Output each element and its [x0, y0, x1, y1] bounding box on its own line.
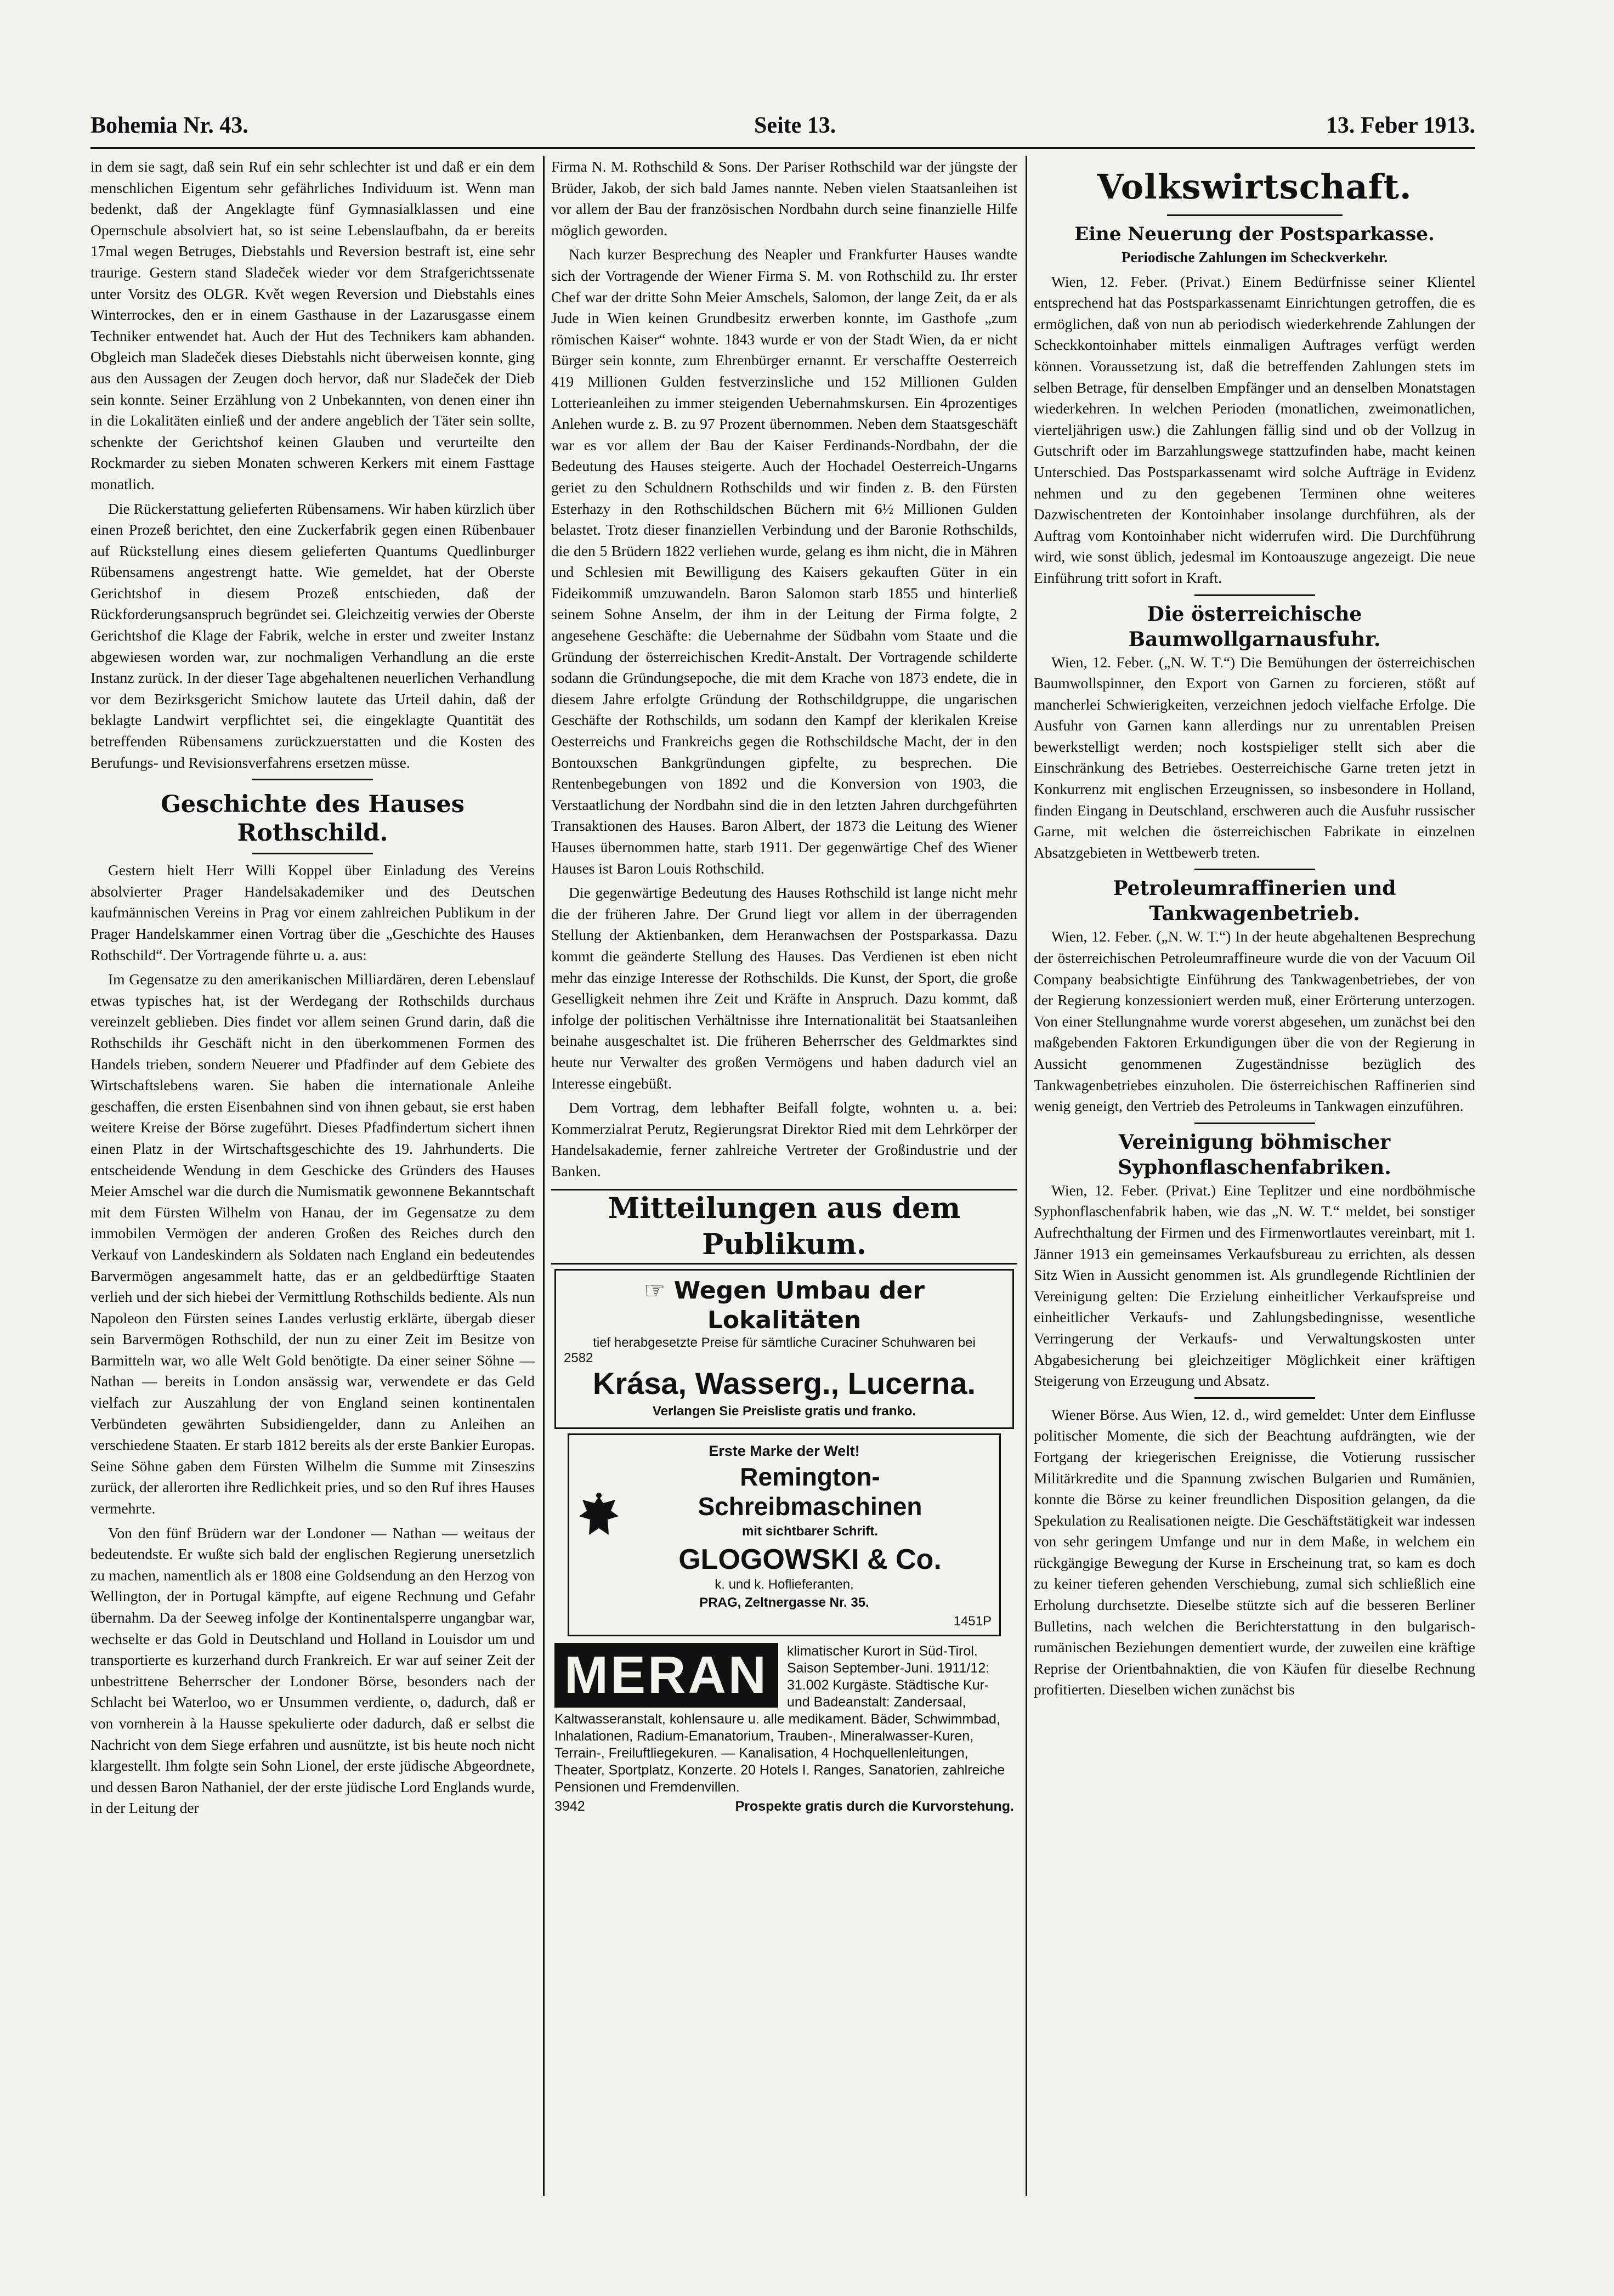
syphon-title: Vereinigung böhmischer Syphonflaschenfabriken. [1118, 1130, 1391, 1179]
header-date: 13. Feber 1913. [1326, 113, 1475, 138]
petroleum-title: Petroleumraffinerien und Tankwagenbetrieb. [1113, 877, 1396, 926]
separator [1194, 1397, 1315, 1399]
rothschild-para-2: Von den fünf Brüdern war der Londoner — Nathan — weitaus der bedeutendste. Er wußte sich bald der englischen Regierung unersetzlich zu machen, namentlich als er 1808 eine Goldsendung an den Herzog von Wellington, der in Portugal kämpfte, auf eigene Rechnung und Gefahr übernahm. Da der Seeweg infolge der Kontinentalsperre ungangbar war, wechselte er das Gold in Deutschland und Holland in Louisdor um und transportierte es kurzerhand durch Frankreich. Er war auf seiner Zeit der unbestrittene Beherrscher der Londoner Börse, besonders nach der Schlacht bei Waterloo, wo er Unsummen verdiente, o, dadurch, daß er von vornherein à la Hausse spekulierte oder dadurch, daß er selbst die Nachricht von dem Siege erfahren und ausnützte, ist bis heute noch nicht klargestellt. Ihm folgte sein Sohn Lionel, der erste jüdische Abgeordnete, und dessen Baron Nathaniel, der der erste jüdische Lord Englands wurde, in der Leitung der [90, 1524, 535, 1817]
baumwolle-title: Die österreichische Baumwollgarnausfuhr. [1128, 602, 1381, 651]
header-publication: Bohemia Nr. 43. [90, 113, 248, 138]
column-rule-2 [1026, 156, 1027, 2196]
ad-krasa-name: Krása, Wasserg., Lucerna. [592, 1365, 976, 1401]
ad-remington-brand: Remington-Schreibmaschinen [698, 1462, 922, 1521]
rothschild-para-5: Die gegenwärtige Bedeutung des Hauses Rothschild ist lange nicht mehr die der früheren Jahre. Der Grund liegt vor allem in der überragenden Stellung der Aktienbanken, dem Heranwachsen der Postsparkassa. Dazu kommt die geänderte Stellung des Hauses. Das Verdienen ist eben nicht mehr das einzige Interesse der Rothschilds. Die Kunst, der Sport, die große Geselligkeit nehmen ihre Zeit und Kräfte in Anspruch. Dazu kommt, daß infolge der politischen Verhältnisse ihre Internationalität bei Staatsanleihen beinahe ausgeschaltet ist. Die früheren Beherrscher des Geldmarktes sind heute nur Verwalter des großen Vermögens und haben dadurch viel an Interesse eingebüßt. [551, 884, 1017, 1092]
rothschild-para-4: Nach kurzer Besprechung des Neapler und Frankfurter Hauses wandte sich der Vortragende der Wiener Firma S. M. von Rothschild zu. Ihr erster Chef war der dritte Sohn Meier Amschels, Salomon, der lange Zeit, da er als Jude in Wien keinen Grundbesitz erwerben konnte, im Gasthofe „zum römischen Kaiser“ wohnte. 1843 wurde er von der Stadt Wien, da er nicht Bürger sein konnte, zum Ehrenbürger ernannt. Er verschaffte Oesterreich 419 Millionen Gulden festverzinsliche und 152 Millionen Gulden Lotterieanleihen zu immer steigenden Uebernahmskursen. Ein 4prozentiges Anlehen wurde z. B. zu 97 Prozent übernommen. Neben dem Staatsgeschäft war es vor allem der Bau der Kaiser Ferdinands-Nordbahn, der die Bedeutung des Hauses steigerte. Auch der Hochadel Oesterreich-Ungarns geriet zu den Schuldnern Rothschilds und wir finden z. B. den Fürsten Esterhazy in den Rothschildschen Büchern mit 6½ Millionen Gulden belastet. Trotz dieser finanziellen Verbindung und der Baronie Rothschilds, die den 5 Brüdern 1822 verliehen wurde, gelang es ihm nicht, die in Mähren und Schlesien mit Bewilligung des Kaisers gekauften Güter in ein Fideikommiß umzuwandeln. Baron Salomon starb 1855 und hinterließ seinem Sohne Anselm, der ihm in der Leitung der Firma folgte, 2 angesehene Geschäfte: die Uebernahme der Südbahn vom Staate und die Gründung der österreichischen Kredit-Anstalt. Der Vortragende schilderte sodann die Gründungsepoche, die mit dem Krache von 1873 endete, die in diesem Jahre erfolgte Gründung der Rothschildgruppe, die ungarischen Geschäfte der Rothschilds, um sodann den Kampf der klerikalen Kreise Oesterreichs und Frankreichs gegen die Rothschildsche Macht, der in den Bontouxschen Bankgründungen gipfelte, zu besprechen. Die Rentenbegebungen von 1892 und die Konversion von 1903, die Verstaatlichung der Nordbahn sind die in den letzten Jahren durchgeführten Transaktionen des Hauses. Baron Albert, der 1873 die Leitung des Wiener Hauses übernommen hatte, starb 1911. Der gegenwärtige Chef des Wiener Hauses ist Baron Louis Rothschild. [551, 246, 1017, 877]
column-rule-1 [543, 156, 545, 2196]
article-ruebensamen: Die Rückerstattung gelieferten Rübensamens. Wir haben kürzlich über einen Prozeß berichtet, den eine Zuckerfabrik gegen einen Rübenbauer auf Rückstellung eines diesem gelieferten Quantums Quedlinburger Rübensamens angestrengt hatte. Wie gemeldet, hat der Oberste Gerichtshof in diesem Prozeß entschieden, daß der Rückforderungsanspruch begründet sei. Gleichzeitig verwies der Oberste Gerichtshof die Klage der Fabrik, welche in erster und zweiter Instanz abgewiesen worden war, zur nochmaligen Verhandlung an die erste Instanz zurück. In der dieser Tage abgehaltenen neuerlichen Verhandlung vor dem Bezirksgericht Smichow lautete das Urteil dahin, daß der beklagte Landwirt verpflichtet sei, die eingeklagte Quantität des betreffenden Rübensamens zurückzuerstatten und die Kosten des Berufungs- und Revisionsverfahrens ersetzen müsse. [90, 500, 535, 771]
ad-krasa-foot: Verlangen Sie Preisliste gratis und franko. [652, 1403, 916, 1419]
rothschild-para-1: Im Gegensatze zu den amerikanischen Milliardären, deren Lebenslauf etwas typisches hat, ist der Werdegang der Rothschilds durchaus vereinzelt geblieben. Dies findet vor allem seinen Grund darin, daß die Rothschilds ihr Geschäft nicht in den überkommenen Formen des Handels trieben, sondern Neuerer und Pfadfinder auf dem Gebiete des Wirtschaftslebens waren. Sie haben die internationale Anleihe geschaffen, die ersten Eisenbahnen sind von ihnen gebaut, sie erst haben weitere Kreise der Börse zugeführt. Dieses Pfadfindertum sichert ihnen einen Platz in der Wirtschaftsgeschichte des 19. Jahrhunderts. Die entscheidende Wendung in dem Geschicke des Gründers des Hauses Meier Amschel war die durch die Numismatik gewonnene Bekanntschaft mit dem Fürsten Wilhelm von Hanau, der im Gegensatze zu dem immobilen Vermögen der anderen Großen des Reiches durch den Verkauf von Landeskindern als Soldaten nach England ein bedeutendes Barvermögen angesammelt hatte, das er an geldbedürftige Staaten verlieh und der sich hiebei der Vermittlung Rothschilds bediente. Als nun Napoleon den Fürsten seines Landes verlustig erklärte, übergab dieser sein Barvermögen Rothschild, der nun zu einer Zeit im Besitze von Barmitteln war, wo alle Welt Gold benötigte. Da einer seiner Söhne — Nathan — bereits in London ansässig war, verwendete er das Geld vielfach zur Auszahlung der von England seinen kontinentalen Verbündeten gewährten Subsidiengelder, dann zu Anleihen an verschiedene Staaten. Er starb 1812 bereits als der erste Bankier Europas. Seine Söhne gaben dem Fürsten Wilhelm die Summe mit Zinseszins zurück, der allerorten ihre Redlichkeit pries, und so den Ruf ihres Hauses vermehrte. [90, 971, 535, 1517]
rothschild-para-3: Firma N. M. Rothschild & Sons. Der Pariser Rothschild war der jüngste der Brüder, Jakob, der sich bald James nannte. Neben vielen Staatsanleihen ist vor allem der Bau der französischen Nordbahn durch seine finanzielle Hilfe möglich geworden. [551, 158, 1017, 239]
separator [1167, 214, 1343, 216]
baumwolle-text: Wien, 12. Feber. („N. W. T.“) Die Bemühungen der österreichischen Baumwollspinner, den Export von Garnen zu forcieren, stößt auf mancherlei Schwierigkeiten, verzeichnen jedoch vielfache Erfolge. Die Ausfuhr von Garnen kann allerdings nur zu unrentablen Preisen bewerkstelligt werden; noch kostspieliger stellt sich aber die Einschränkung des Betriebes. Oesterreichische Garne treten jetzt in Konkurrenz mit englischen Erzeugnissen, so insbesondere in Holland, finden Eingang in Deutschland, erschweren auch die Ausfuhr russischer Garne, mit welchen die österreichischen Fabrikate in einzelnen Absatzgebieten in Wettbewerb treten. [1034, 653, 1475, 861]
meran-title: MERAN [554, 1643, 778, 1708]
meran-foot: Prospekte gratis durch die Kurvorstehung. [735, 1798, 1014, 1814]
separator [1194, 1123, 1315, 1124]
rothschild-intro: Gestern hielt Herr Willi Koppel über Einladung des Vereins absolvierter Prager Handelsakademiker und des Deutschen kaufmännischen Vereins in Prag vor einem zahlreichen Publikum in der Prager Handelskammer einen Vortrag über die „Geschichte des Hauses Rothschild“. Der Vortragende führte u. a. aus: [90, 861, 535, 963]
meran-description: klimatischer Kurort in Süd-Tirol. Saison September-Juni. 1911/12: 31.002 Kurgäste. Städtische Kur- und Badeanstalt: Zandersaal, Kaltwasseranstalt, kohlensaure u. alle medikament. Bäder, Schwimmbad, Inhalationen, Radium-Emanatorium, Trauben-, Mineralwasser-Kuren, Terrain-, Freiluftliegekuren. — Kanalisation, 4 Hochquellenleitungen, Theater, Sportplatz, Konzerte. 20 Hotels I. Ranges, Sanatorien, zahlreiche Pensionen und Fremdenvillen. [554, 1643, 1005, 1795]
column-2 [551, 156, 1017, 2196]
boerse-text: Wiener Börse. Aus Wien, 12. d., wird gemeldet: Unter dem Einflusse politischer Momente, die sich der Beachtung aufdrängten, wie der Fortgang der kriegerischen Ereignisse, die Votierung russischer Militärkredite und die Spannung zwischen Bulgarien und Rumänien, konnte die Börse zu keiner freundlichen Disposition gelangen, da die Spekulation zu Realisationen neigte. Die Geschäftstätigkeit war indessen von sehr geringem Umfange und nur in dem Maße, in welchem ein rückgängige Bewegung der Kurse in Erscheinung trat, so kam es doch zu keiner tieferen gehenden Verschiebung, zumal sich schließlich eine Erholung durchsetzte. Dieselbe stützte sich auf die besseren Berliner Bulletins, nach welchen die Berichterstattung in den bulgarisch-rumänischen Beziehungen dementiert wurde, der zuweilen eine kräftige Reprise der Orientbahnaktien, die von Käufen für dieselbe Rechnung profitierten. Dieselben wichen zunächst bis [1034, 1405, 1475, 1698]
rothschild-para-6: Dem Vortrag, dem lebhafter Beifall folgte, wohnten u. a. bei: Kommerzialrat Perutz, Regierungsrat Direktor Ried mit dem Lehrkörper der Handelsakademie, ferner zahlreiche Vertreter der Großindustrie und der Banken. [551, 1099, 1017, 1180]
ad-krasa [554, 1269, 1014, 1430]
meran-number: 3942 [554, 1798, 585, 1814]
ad-remington-hof: k. und k. Hoflieferanten, [715, 1577, 854, 1592]
syphon-text: Wien, 12. Feber. (Privat.) Eine Teplitzer und eine nordböhmische Syphonflaschenfabrik haben, wie das „N. W. T.“ meldet, bei sonstiger Aufrechthaltung der Firmen und des Firmenwortlautes vereinbart, mit 1. Jänner 1913 ein gemeinsames Verkaufsbureau zu errichten, als dessen Sitz Wien in Aussicht genommen ist. Als grundlegende Richtlinien der Vereinigung gelten: Die Erzielung einheitlicher Verkaufspreise und einheitlicher Verkaufs- und Zahlungsbedingnisse, wesentliche Verringerung der Verkaufs- und Verwaltungskosten unter Abgabesicherung bei gleichzeitiger Möglichkeit einer kräftigen Steigerung von Erzeugung und Absatz. [1034, 1181, 1475, 1390]
petroleum-text: Wien, 12. Feber. („N. W. T.“) In der heute abgehaltenen Besprechung der österreichischen Petroleumraffineure wurde die von der Vacuum Oil Company beabsichtigte Einführung des Tankwagenbetriebes, der von der Regierung konzessioniert werden muß, einer Erörterung unterzogen. Von einer Stellungnahme wurde vorerst abgesehen, um zunächst bei den maßgebenden Faktoren Erkundigungen über die von der Regierung in Aussicht genommenen Zugeständnisse bezüglich des Tankwagenbetriebes einzuholen. Die österreichischen Raffinerien sind wenig geneigt, den Vertrieb des Petroleums in Tankwagen einzuführen. [1034, 928, 1475, 1115]
separator [1194, 594, 1315, 596]
postsparkasse-subtitle: Periodische Zahlungen im Scheckverkehr. [1121, 249, 1388, 265]
separator [252, 853, 373, 854]
header-page-number: Seite 13. [754, 113, 836, 138]
rothschild-heading: Geschichte des Hauses Rothschild. [161, 791, 465, 847]
volkswirtschaft-heading: Volkswirtschaft. [1097, 167, 1412, 207]
ad-meran [554, 1641, 1014, 1817]
ad-remington-number: 1451P [953, 1613, 992, 1629]
ad-krasa-number: 2582 [564, 1350, 593, 1365]
pointing-hand-icon: ☞ [644, 1276, 674, 1305]
ad-remington-top: Erste Marke der Welt! [709, 1443, 860, 1460]
column-1 [90, 156, 535, 2196]
column-3 [1034, 156, 1475, 2196]
separator [252, 779, 373, 780]
ad-remington-firm: GLOGOWSKI & Co. [678, 1544, 942, 1576]
page-header [90, 112, 1475, 145]
separator [1194, 869, 1315, 870]
ad-remington-address: PRAG, Zeltnergasse Nr. 35. [699, 1595, 869, 1611]
postsparkasse-text: Wien, 12. Feber. (Privat.) Einem Bedürfnisse seiner Klientel entsprechend hat das Postsparkassenamt Einrichtungen getroffen, die es ermöglichen, daß von nun ab periodisch wiederkehrende Zahlungen der Scheckkontoinhaber mittels einmaligen Auftrages verfügt werden können. Voraussetzung ist, daß die betreffenden Zahlungen stets im selben Betrage, für denselben Empfänger und an denselben Monatstagen wiederkehren. In welchen Perioden (monatlichen, zweimonatlichen, vierteljährigen usw.) die Zahlungen fällig sind und ob der Vollzug in Gutschrift oder im Barzahlungswege stattzufinden habe, macht keinen Unterschied. Das Postsparkassenamt wird solche Aufträge in Evidenz nehmen und zu den gegebenen Terminen ohne weiteres Dazwischentreten der Kontoinhaber insolange durchführen, als der Auftrag vom Kontoinhaber nicht widerrufen wird. Die Durchführung wird, wie sonst üblich, jedesmal im Kontoauszuge angezeigt. Die neue Einführung tritt sofort in Kraft. [1034, 273, 1475, 586]
ad-krasa-sub: tief herabgesetzte Preise für sämtliche Curaciner Schuhwaren bei [593, 1335, 976, 1350]
ad-remington-sub: mit sichtbarer Schrift. [741, 1523, 879, 1539]
header-rule [90, 147, 1475, 149]
article-sladecek: in dem sie sagt, daß sein Ruf ein sehr schlechter ist und daß er ein dem menschlichen Eigentum sehr gefährliches Individuum ist. Wenn man bedenkt, daß der Angeklagte fünf Gymnasialklassen und eine Opernschule absolviert hat, so ist seine Lebenslaufbahn, da er bereits 17mal wegen Betruges, Diebstahls und Reversion bestraft ist, eine sehr traurige. Gestern stand Sladeček wieder vor dem Strafgerichtssenate unter Vorsitz des OLGR. Květ wegen Reversion und Diebstahls eines Winterrockes, den er in einem Gasthause in der Lazarusgasse einem Techniker entwendet hat. Auch der Hut des Technikers kam abhanden. Obgleich man Sladeček dieses Diebstahls nicht überweisen konnte, ging aus den Aussagen der Zeugen doch hervor, daß nur Sladeček der Dieb sein konnte. Seiner Erzählung von 2 Unbekannten, von denen einer ihn in die Lokalitäten einließ und der andere angeblich der Täter sein sollte, schenkte der Gerichtshof keinen Glauben und verurteilte den Rockmarder zu sieben Monaten schweren Kerkers mit einem Fasttage monatlich. [90, 158, 535, 492]
postsparkasse-title: Eine Neuerung der Postsparkasse. [1074, 223, 1435, 245]
mitteilungen-heading: Mitteilungen aus dem Publikum. [551, 1189, 1017, 1265]
ad-krasa-title: ☞ Wegen Umbau der Lokalitäten [644, 1276, 925, 1334]
ad-remington [568, 1433, 1001, 1636]
eagle-icon [577, 1492, 621, 1547]
